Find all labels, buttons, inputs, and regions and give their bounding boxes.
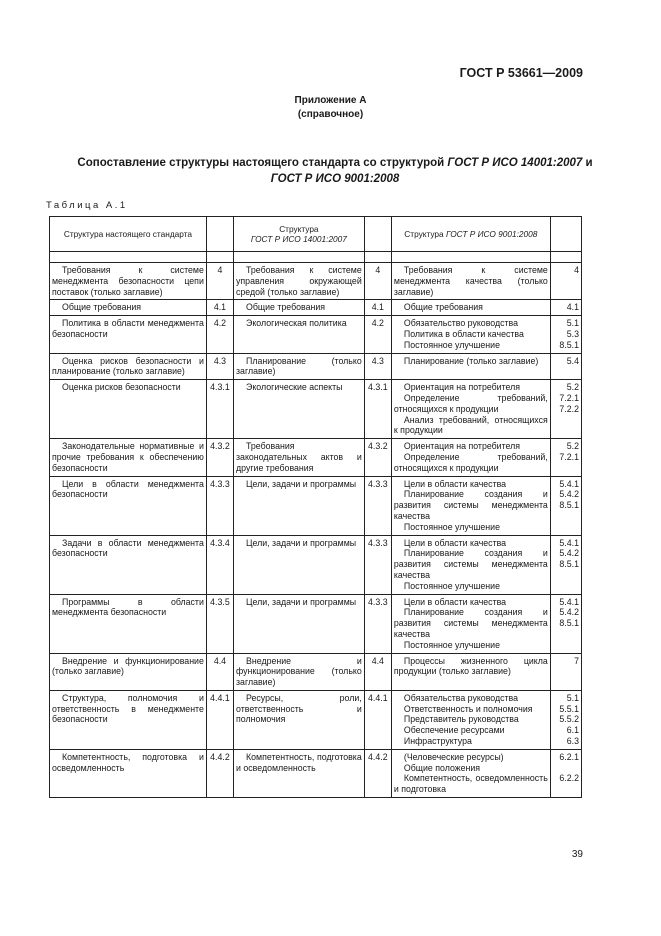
cell-this-standard-clause: 4.3.1: [206, 380, 233, 439]
table-row: [50, 749, 582, 797]
iso9001-item: Обязательство руководства: [403, 318, 518, 329]
cell-this-standard: Внедрение и функционирование (только заглавие): [50, 653, 207, 690]
iso9001-item: Обязательства руководства: [403, 692, 518, 703]
cell-iso9001-clauses: [550, 476, 581, 535]
iso9001-item: Анализ требований, относящихся к продукции: [393, 414, 548, 436]
page-title: [40, 155, 630, 187]
cell-this-standard-clause: 4.3.5: [206, 594, 233, 653]
cell-iso14001-clause: 4.3.1: [364, 380, 391, 439]
cell-iso14001: Требования законодательных актов и другие требования: [234, 439, 365, 476]
cell-iso14001: Ресурсы, роли, ответственность и полномочия: [234, 690, 365, 749]
cell-this-standard-clause: 4.4.1: [206, 690, 233, 749]
iso9001-item: Цели в области качества: [403, 596, 507, 607]
cell-iso14001-clause: 4.4: [364, 653, 391, 690]
cell-iso9001: [391, 476, 550, 535]
cell-iso14001: Компетентность, подготовка и осведомленность: [234, 749, 365, 797]
iso9001-clause: 8.5.1: [559, 500, 579, 511]
comparison-table: [49, 216, 582, 798]
cell-this-standard: Законодательные нормативные и прочие требования к обеспечению безопасности: [50, 439, 207, 476]
cell-this-standard: Оценка рисков безопасности и планирование (только заглавие): [50, 353, 207, 380]
iso9001-clause: 5.3: [566, 328, 579, 339]
cell-iso9001: [391, 594, 550, 653]
cell-iso14001-clause: 4.1: [364, 300, 391, 316]
cell-iso9001-clauses: [550, 300, 581, 316]
col-header-this-standard: Структура настоящего стандарта: [50, 217, 207, 252]
iso9001-clause: 4: [574, 265, 579, 275]
cell-iso14001-clause: 4.2: [364, 316, 391, 353]
cell-iso14001: Цели, задачи и программы: [234, 476, 365, 535]
col-header-iso9001-std: ГОСТ Р ИСО 9001:2008: [445, 229, 538, 239]
iso9001-clause: 5.4.2: [559, 489, 579, 500]
table-header-row: [50, 217, 582, 252]
iso9001-clause: 5.5.1: [559, 703, 579, 714]
iso9001-item: Постоянное улучшение: [403, 521, 500, 532]
cell-iso9001-clauses: [550, 439, 581, 476]
iso9001-clause: 6.3: [566, 736, 579, 747]
cell-iso14001-clause: 4: [364, 263, 391, 300]
cell-this-standard: Оценка рисков безопасности: [50, 380, 207, 439]
cell-this-standard-clause: 4.3: [206, 353, 233, 380]
cell-this-standard: Программы в области менеджмента безопасности: [50, 594, 207, 653]
iso9001-clause: 6.2.1: [559, 751, 579, 762]
iso9001-item: Представитель руководства: [403, 714, 519, 725]
cell-iso9001-clauses: [550, 535, 581, 594]
col-header-blank: [364, 217, 391, 252]
annex-title: Приложение А: [294, 95, 367, 106]
iso9001-item: Постоянное улучшение: [403, 339, 500, 350]
cell-iso14001: Общие требования: [234, 300, 365, 316]
cell-iso14001: Цели, задачи и программы: [234, 535, 365, 594]
annex-subtitle: (справочное): [297, 109, 364, 120]
cell-iso9001-clauses: [550, 653, 581, 690]
iso9001-clause: 5.1: [566, 692, 579, 703]
iso9001-item: Обеспечение ресурсами: [403, 725, 505, 736]
iso9001-item: Общие положения: [403, 762, 481, 773]
cell-iso14001: Цели, задачи и программы: [234, 594, 365, 653]
cell-this-standard: Компетентность, подготовка и осведомленность: [50, 749, 207, 797]
cell-this-standard: Требования к системе менеджмента безопасности цепи поставок (только заглавие): [50, 263, 207, 300]
title-and: и: [582, 157, 593, 169]
cell-iso9001-clauses: [550, 594, 581, 653]
iso9001-item: Ответственность и полномочия: [403, 703, 533, 714]
cell-iso9001: [391, 380, 550, 439]
iso9001-clause: 5.4.1: [559, 596, 579, 607]
iso9001-item: Постоянное улучшение: [403, 639, 500, 650]
col-header-iso14001-line2: ГОСТ Р ИСО 14001:2007: [250, 234, 347, 244]
table-row: [50, 476, 582, 535]
cell-this-standard-clause: 4.3.2: [206, 439, 233, 476]
cell-iso9001: [391, 535, 550, 594]
iso9001-clause: 6.1: [566, 725, 579, 736]
iso9001-item: Цели в области качества: [403, 478, 507, 489]
iso9001-item: Ориентация на потребителя: [403, 441, 521, 452]
cell-iso9001: [391, 316, 550, 353]
table-row: [50, 439, 582, 476]
iso9001-item: Инфраструктура: [403, 736, 472, 747]
iso9001-item: Определение требований, относящихся к продукции: [393, 451, 548, 473]
cell-iso9001-clauses: [550, 316, 581, 353]
iso9001-item: Определение требований, относящихся к продукции: [393, 392, 548, 414]
table-row: [50, 535, 582, 594]
iso9001-item: Цели в области качества: [403, 537, 507, 548]
cell-iso14001-clause: 4.4.1: [364, 690, 391, 749]
iso9001-item: Политика в области качества: [403, 328, 524, 339]
col-header-iso14001: [234, 217, 365, 252]
cell-iso14001: Экологические аспекты: [234, 380, 365, 439]
cell-iso9001: [391, 263, 550, 300]
table-row: [50, 263, 582, 300]
cell-this-standard-clause: 4.1: [206, 300, 233, 316]
table-row: [50, 653, 582, 690]
table-row: [50, 353, 582, 380]
iso9001-clause: 8.5.1: [559, 339, 579, 350]
iso9001-item: Требования к системе менеджмента качества (только заглавие): [393, 265, 548, 297]
cell-this-standard-clause: 4.4: [206, 653, 233, 690]
cell-iso9001-clauses: [550, 353, 581, 380]
header-spacer-row: [50, 252, 582, 263]
cell-iso14001: Планирование (только заглавие): [234, 353, 365, 380]
cell-iso9001: [391, 653, 550, 690]
title-std1: ГОСТ Р ИСО 14001:2007: [447, 157, 583, 169]
col-header-iso14001-line1: Структура: [279, 224, 319, 234]
iso9001-item: Общие требования: [403, 302, 483, 313]
table-row: [50, 594, 582, 653]
cell-this-standard: Цели в области менеджмента безопасности: [50, 476, 207, 535]
table-row: [50, 316, 582, 353]
cell-iso14001-clause: 4.3.3: [364, 535, 391, 594]
iso9001-clause: 5.4: [566, 355, 579, 366]
cell-iso14001-clause: 4.3.3: [364, 594, 391, 653]
iso9001-clause: 7: [574, 655, 579, 666]
iso9001-clause: [553, 763, 579, 774]
cell-this-standard-clause: 4.4.2: [206, 749, 233, 797]
cell-this-standard: Общие требования: [50, 300, 207, 316]
iso9001-clause: 5.5.2: [559, 714, 579, 725]
iso9001-clause: 7.2.1: [559, 451, 579, 462]
iso9001-clause: 4.1: [566, 302, 579, 313]
table-row: [50, 380, 582, 439]
title-std2: ГОСТ Р ИСО 9001:2008: [270, 173, 400, 185]
cell-this-standard: Структура, полномочия и ответственность в менеджменте безопасности: [50, 690, 207, 749]
cell-this-standard-clause: 4.2: [206, 316, 233, 353]
iso9001-item: Планирование создания и развития системы менеджмента качества: [393, 548, 548, 580]
col-header-iso9001: [391, 217, 550, 252]
iso9001-clause: 5.4.1: [559, 478, 579, 489]
iso9001-item: Ориентация на потребителя: [403, 382, 521, 393]
cell-this-standard-clause: 4.3.3: [206, 476, 233, 535]
cell-iso9001: [391, 353, 550, 380]
iso9001-item: Постоянное улучшение: [403, 580, 500, 591]
cell-this-standard: Политика в области менеджмента безопасности: [50, 316, 207, 353]
cell-iso9001-clauses: [550, 263, 581, 300]
iso9001-clause: 5.4.2: [559, 548, 579, 559]
cell-iso9001-clauses: [550, 380, 581, 439]
cell-iso9001: [391, 749, 550, 797]
iso9001-clause: 8.5.1: [559, 618, 579, 629]
cell-iso9001: [391, 300, 550, 316]
cell-iso14001: Требования к системе управления окружающей средой (только заглавие): [234, 263, 365, 300]
table-label: Таблица А.1: [46, 200, 128, 211]
cell-iso14001: Экологическая политика: [234, 316, 365, 353]
cell-this-standard: Задачи в области менеджмента безопасности: [50, 535, 207, 594]
cell-iso14001-clause: 4.3.2: [364, 439, 391, 476]
document-id: ГОСТ Р 53661—2009: [459, 66, 583, 80]
col-header-blank: [206, 217, 233, 252]
iso9001-clause: 5.2: [566, 441, 579, 452]
table-row: [50, 690, 582, 749]
iso9001-clause: 5.2: [566, 382, 579, 393]
cell-iso9001: [391, 439, 550, 476]
title-prefix: Сопоставление структуры настоящего стандарта со структурой: [77, 157, 448, 169]
cell-iso14001-clause: 4.3.3: [364, 476, 391, 535]
cell-iso14001-clause: 4.3: [364, 353, 391, 380]
iso9001-clause: 7.2.1: [559, 392, 579, 403]
annex-heading: [0, 94, 661, 122]
iso9001-clause: 5.4.1: [559, 537, 579, 548]
cell-iso9001-clauses: [550, 749, 581, 797]
iso9001-item: (Человеческие ресурсы): [403, 751, 504, 762]
cell-iso9001: [391, 690, 550, 749]
cell-iso14001-clause: 4.4.2: [364, 749, 391, 797]
iso9001-item: Компетентность, осведомленность и подготовка: [393, 773, 548, 795]
iso9001-clause: 6.2.2: [559, 773, 579, 784]
table-row: [50, 300, 582, 316]
cell-iso9001-clauses: [550, 690, 581, 749]
iso9001-item: Процессы жизненного цикла продукции (только заглавие): [393, 655, 548, 677]
iso9001-item: Планирование (только заглавие): [403, 355, 539, 366]
iso9001-clause: 5.4.2: [559, 607, 579, 618]
cell-this-standard-clause: 4.3.4: [206, 535, 233, 594]
iso9001-clause: 5.1: [566, 318, 579, 329]
iso9001-clause: 7.2.2: [559, 403, 579, 414]
iso9001-clause: 8.5.1: [559, 559, 579, 570]
cell-this-standard-clause: 4: [206, 263, 233, 300]
col-header-iso9001-prefix: Структура: [404, 229, 446, 239]
col-header-blank: [550, 217, 581, 252]
iso9001-item: Планирование создания и развития системы менеджмента качества: [393, 489, 548, 521]
iso9001-item: Планирование создания и развития системы менеджмента качества: [393, 607, 548, 639]
page-number: 39: [571, 849, 583, 860]
cell-iso14001: Внедрение и функционирование (только заглавие): [234, 653, 365, 690]
